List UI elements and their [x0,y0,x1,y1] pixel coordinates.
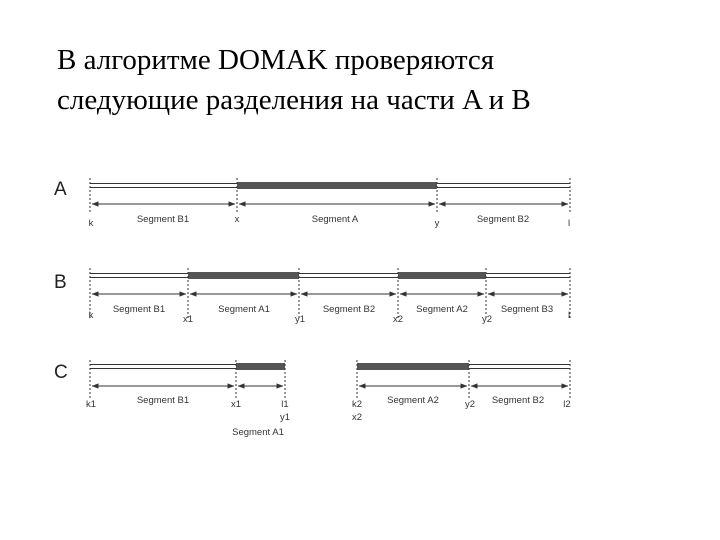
row-b-label: B [54,272,67,293]
row-c-point-y2: y2 [464,399,476,410]
row-c-point-y1: y1 [279,412,291,423]
row-b-segment-a2-label: Segment A2 [416,304,468,315]
row-a-point-x: x [234,214,240,225]
row-c-point-l2: l2 [563,399,571,410]
row-c-point-k2: k2 [351,399,363,410]
title-line-1: В алгоритме DOMAK проверяются [57,44,495,76]
row-b-segment-a1-label: Segment A1 [218,304,270,315]
row-a [54,178,570,229]
row-a-point-l: l [567,218,571,229]
row-a-point-k: k [88,218,94,229]
row-c-point-x1: x1 [230,399,242,410]
row-c-segment-b1-label: Segment B1 [136,395,190,406]
row-b-point-k: k [88,310,94,321]
row-c-label: C [54,362,68,383]
row-b-segment-b2-label: Segment B2 [322,304,376,315]
row-c-segment-a2-label: Segment A2 [387,395,439,406]
row-a-point-y: y [434,218,440,229]
row-b-point-x2: x2 [392,314,404,325]
row-a-segment-a-fill [237,182,437,189]
row-b [54,268,570,325]
row-c-segment-a1-label: Segment A1 [232,427,284,438]
row-b-point-l: l [567,310,571,321]
row-c-point-l1: l1 [281,399,289,410]
row-b-segment-a1-fill [188,272,299,279]
row-a-label: A [54,179,67,200]
row-b-segment-b3-label: Segment B3 [500,304,554,315]
row-c-point-k1: k1 [85,399,97,410]
row-a-segment-b1-label: Segment B1 [136,214,190,225]
title-line-2: следующие разделения на части A и B [57,84,531,116]
row-a-segment-b2-label: Segment B2 [476,214,530,225]
row-b-segment-b1-label: Segment B1 [112,304,166,315]
row-c-segment-a2-fill [357,363,469,370]
row-b-segment-a2-fill [398,272,486,279]
row-c-point-x2: x2 [351,412,363,423]
row-b-point-y2: y2 [481,314,493,325]
row-c-segment-b2-label: Segment B2 [491,395,545,406]
row-c-segment-a1-fill [236,363,285,370]
row-a-segment-a-label: Segment A [311,214,359,225]
row-b-point-x1: x1 [182,314,194,325]
row-c [54,360,571,438]
row-b-point-y1: y1 [294,314,306,325]
